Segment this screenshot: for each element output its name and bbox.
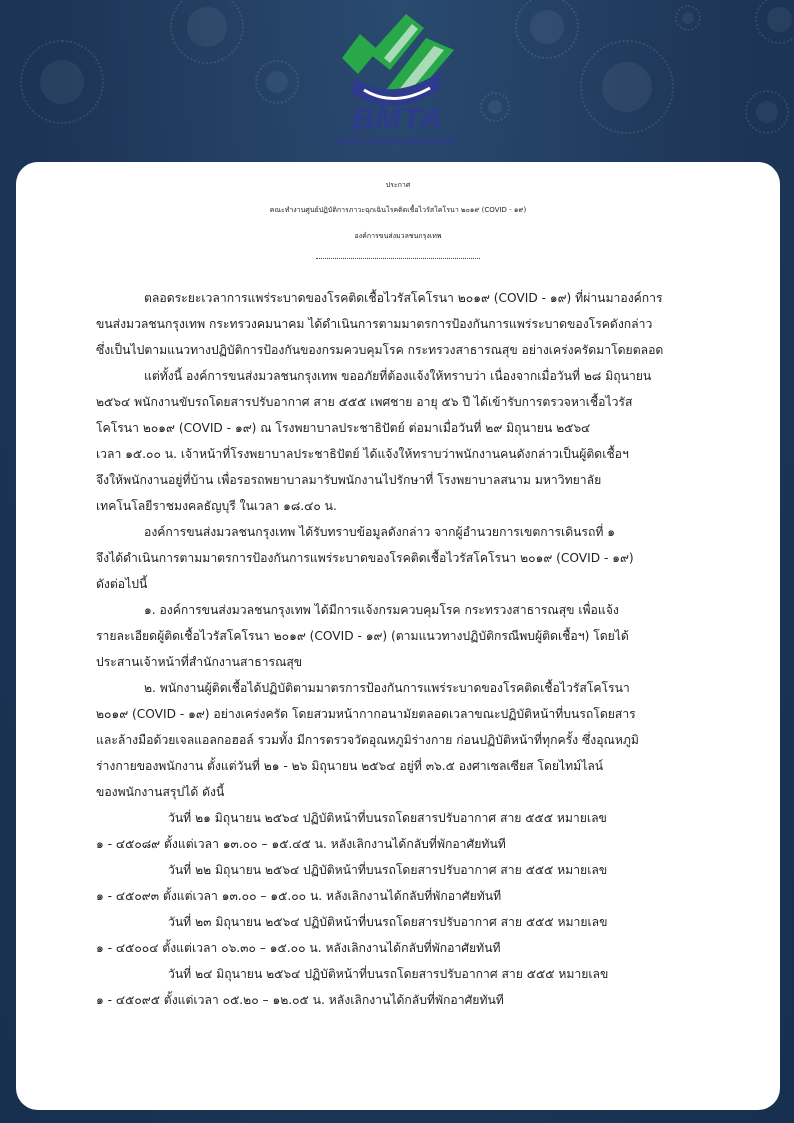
- virus-decoration: [515, 0, 579, 59]
- body-line: ๑. องค์การขนส่งมวลชนกรุงเทพ ได้มีการแจ้งกรมควบคุมโรค กระทรวงสาธารณสุข เพื่อแจ้ง: [144, 603, 619, 617]
- body-line: จึงให้พนักงานอยู่ที่บ้าน เพื่อรอรถพยาบาลมารับพนักงานไปรักษาที่ โรงพยาบาลสนาม มหาวิทยาลัย: [96, 473, 602, 487]
- body-line: เวลา ๑๕.๐๐ น. เจ้าหน้าที่โรงพยาบาลประชาธิปัตย์ ได้แจ้งให้ทราบว่าพนักงานคนดังกล่าวเป็นผู้ติดเชื้อฯ: [96, 447, 629, 461]
- virus-decoration: [170, 0, 244, 64]
- virus-decoration: [745, 90, 789, 134]
- timeline-line: ๑ - ๔๕๐๘๙ ตั้งแต่เวลา ๑๓.๐๐ – ๑๕.๔๕ น. หลังเลิกงานได้กลับที่พักอาศัยทันที: [96, 837, 506, 851]
- body-line: โคโรนา ๒๐๑๙ (COVID - ๑๙) ณ โรงพยาบาลประชาธิปัตย์ ต่อมาเมื่อวันที่ ๒๙ มิถุนายน ๒๕๖๔: [96, 421, 591, 435]
- body-line: ขนส่งมวลชนกรุงเทพ กระทรวงคมนาคม ได้ดำเนินการตามมาตรการป้องกันการแพร่ระบาดของโรคดังกล่าว: [96, 317, 653, 331]
- announcement-card: [16, 162, 780, 1110]
- body-line: จึงได้ดำเนินการตามมาตรการป้องกันการแพร่ระบาดของโรคติดเชื้อไวรัสโคโรนา ๒๐๑๙ (COVID - ๑๙): [96, 551, 634, 565]
- body-line: เทคโนโลยีราชมงคลธัญบุรี ในเวลา ๑๘.๔๐ น.: [96, 499, 337, 513]
- body-line: ร่างกายของพนักงาน ตั้งแต่วันที่ ๒๑ - ๒๖ มิถุนายน ๒๕๖๔ อยู่ที่ ๓๖.๕ องศาเซลเซียส โดยไทม์ไลน์: [96, 759, 604, 773]
- body-line: ดังต่อไปนี้: [96, 577, 148, 591]
- virus-decoration: [675, 5, 701, 31]
- body-line: ๒๐๑๙ (COVID - ๑๙) อย่างเคร่งครัด โดยสวมหน้ากากอนามัยตลอดเวลาขณะปฏิบัติหน้าที่บนรถโดยสาร: [96, 707, 636, 721]
- timeline-line: ๑ - ๔๕๐๙๓ ตั้งแต่เวลา ๑๓.๐๐ – ๑๕.๐๐ น. หลังเลิกงานได้กลับที่พักอาศัยทันที: [96, 889, 502, 903]
- body-line: ๒. พนักงานผู้ติดเชื้อได้ปฏิบัติตามมาตรการป้องกันการแพร่ระบาดของโรคติดเชื้อไวรัสโคโรนา: [144, 681, 630, 695]
- virus-decoration: [20, 40, 104, 124]
- timeline-line: ๑ - ๔๕๐๐๔ ตั้งแต่เวลา ๐๖.๓๐ – ๑๕.๐๐ น. หลังเลิกงานได้กลับที่พักอาศัยทันที: [96, 941, 501, 955]
- body-line: ซึ่งเป็นไปตามแนวทางปฏิบัติการป้องกันของกรมควบคุมโรค กระทรวงสาธารณสุข อย่างเคร่งครัดมาโดยตลอด: [96, 343, 664, 357]
- body-line: รายละเอียดผู้ติดเชื้อไวรัสโคโรนา ๒๐๑๙ (COVID - ๑๙) (ตามแนวทางปฏิบัติกรณีพบผู้ติดเชื้อฯ) โดยได้: [96, 629, 629, 643]
- timeline-line: วันที่ ๒๓ มิถุนายน ๒๕๖๔ ปฏิบัติหน้าที่บนรถโดยสารปรับอากาศ สาย ๕๕๕ หมายเลข: [168, 915, 608, 929]
- virus-decoration: [580, 40, 674, 134]
- logo-brand-text: BMTA: [352, 101, 444, 136]
- body-line: ๒๕๖๔ พนักงานขับรถโดยสารปรับอากาศ สาย ๕๕๕ เพศชาย อายุ ๕๖ ปี ได้เข้ารับการตรวจหาเชื้อไวรัส: [96, 395, 633, 409]
- virus-decoration: [480, 92, 510, 122]
- organization-name: องค์การขนส่งมวลชนกรุงเทพ: [354, 232, 442, 240]
- timeline-line: วันที่ ๒๔ มิถุนายน ๒๕๖๔ ปฏิบัติหน้าที่บนรถโดยสารปรับอากาศ สาย ๕๕๕ หมายเลข: [168, 967, 609, 981]
- body-line: องค์การขนส่งมวลชนกรุงเทพ ได้รับทราบข้อมูลดังกล่าว จากผู้อำนวยการเขตการเดินรถที่ ๑: [144, 525, 616, 539]
- timeline-line: ๑ - ๔๕๐๙๕ ตั้งแต่เวลา ๐๕.๒๐ – ๑๒.๐๕ น. หลังเลิกงานได้กลับที่พักอาศัยทันที: [96, 993, 504, 1007]
- timeline-line: วันที่ ๒๑ มิถุนายน ๒๕๖๔ ปฏิบัติหน้าที่บนรถโดยสารปรับอากาศ สาย ๕๕๕ หมายเลข: [168, 811, 607, 825]
- logo-subtitle: องค์การขนส่งมวลชนกรุงเทพ: [337, 136, 455, 147]
- body-line: ของพนักงานสรุปได้ ดังนี้: [96, 785, 225, 799]
- virus-decoration: [255, 60, 299, 104]
- timeline-line: วันที่ ๒๒ มิถุนายน ๒๕๖๔ ปฏิบัติหน้าที่บนรถโดยสารปรับอากาศ สาย ๕๕๕ หมายเลข: [168, 863, 608, 877]
- separator: [316, 258, 480, 259]
- virus-decoration: [755, 0, 794, 44]
- body-line: และล้างมือด้วยเจลแอลกอฮอล์ รวมทั้ง มีการตรวจวัดอุณหภูมิร่างกาย ก่อนปฏิบัติหน้าที่ทุกครั้ง ซึ่งอุณหภูมิ: [96, 733, 639, 747]
- body-line: ประสานเจ้าหน้าที่สำนักงานสาธารณสุข: [96, 655, 303, 669]
- body-line: ตลอดระยะเวลาการแพร่ระบาดของโรคติดเชื้อไวรัสโคโรนา ๒๐๑๙ (COVID - ๑๙) ที่ผ่านมาองค์การ: [144, 291, 663, 305]
- announcement-title: ประกาศ: [385, 181, 411, 189]
- committee-name: คณะทำงานศูนย์ปฏิบัติการภาวะฉุกเฉินโรคติดเชื้อไวรัสโคโรนา ๒๐๑๙ (COVID - ๑๙): [269, 206, 527, 214]
- body-line: แต่ทั้งนี้ องค์การขนส่งมวลชนกรุงเทพ ขออภัยที่ต้องแจ้งให้ทราบว่า เนื่องจากเมื่อวันที่ ๒๘ มิถุนายน: [144, 369, 652, 383]
